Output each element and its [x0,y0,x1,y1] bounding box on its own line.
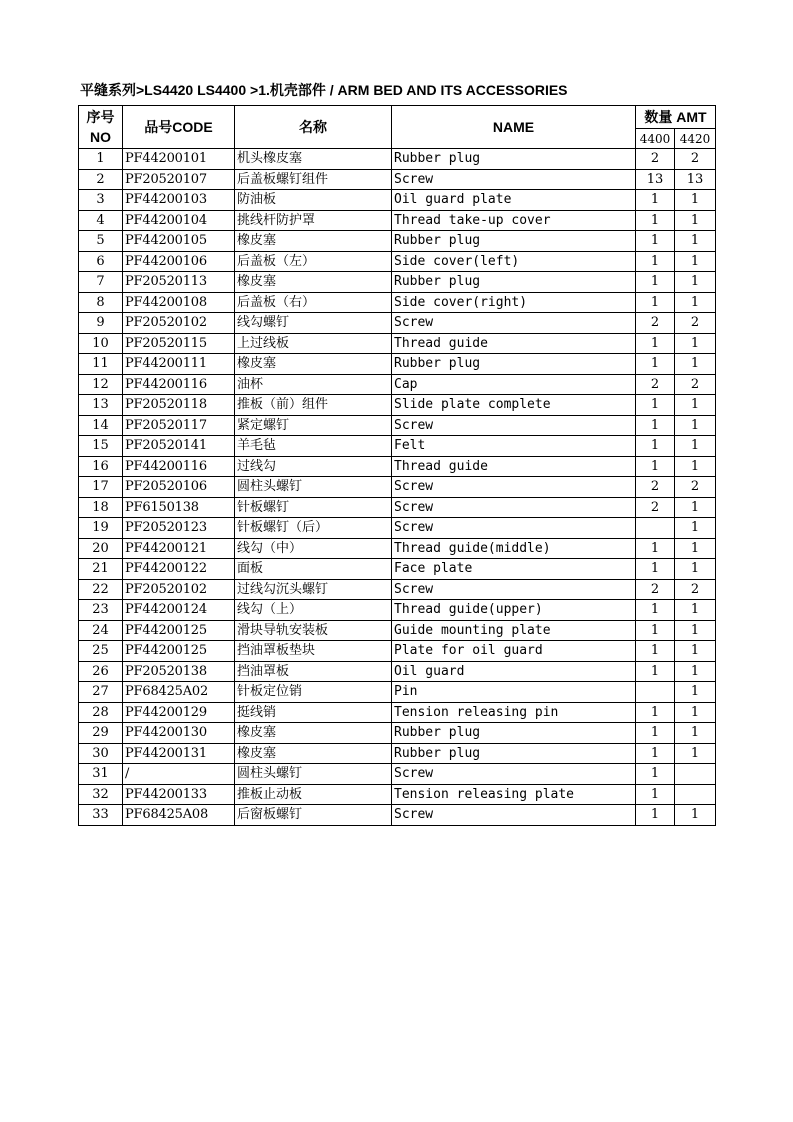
amount-4400: 1 [636,641,675,662]
name-chinese: 后窗板螺钉 [235,805,392,826]
name-english: Tension releasing plate [392,784,636,805]
part-code: PF68425A02 [123,682,235,703]
amount-4400: 1 [636,415,675,436]
header-no [79,106,123,149]
row-number: 2 [79,169,123,190]
name-english: Oil guard plate [392,190,636,211]
amount-4420: 2 [675,313,716,334]
part-code: PF44200133 [123,784,235,805]
amount-4420: 1 [675,231,716,252]
page-title: 平缝系列>LS4420 LS4400 >1.机壳部件 / ARM BED AND ITS ACCESSORIES [80,82,568,98]
name-chinese: 橡皮塞 [235,231,392,252]
name-chinese: 橡皮塞 [235,354,392,375]
name-chinese: 挺线销 [235,702,392,723]
amount-4420: 2 [675,374,716,395]
row-number: 16 [79,456,123,477]
part-code: PF44200125 [123,620,235,641]
amount-4400: 1 [636,251,675,272]
amount-4420: 2 [675,579,716,600]
name-english: Thread guide [392,456,636,477]
row-number: 10 [79,333,123,354]
table-row [79,600,716,621]
part-code: PF44200121 [123,538,235,559]
row-number: 21 [79,559,123,580]
part-code: PF20520106 [123,477,235,498]
part-code: PF44200103 [123,190,235,211]
name-chinese: 紧定螺钉 [235,415,392,436]
part-code: PF20520115 [123,333,235,354]
name-english: Screw [392,477,636,498]
name-chinese: 后盖板（左） [235,251,392,272]
amount-4400: 1 [636,190,675,211]
amount-4400: 1 [636,764,675,785]
table-row [79,805,716,826]
name-english: Cap [392,374,636,395]
name-chinese: 挡油罩板垫块 [235,641,392,662]
amount-4400: 1 [636,784,675,805]
amount-4400: 2 [636,313,675,334]
name-english: Guide mounting plate [392,620,636,641]
parts-table [78,105,716,826]
amount-4420: 1 [675,272,716,293]
row-number: 32 [79,784,123,805]
amount-4400: 1 [636,538,675,559]
name-chinese: 针板螺钉（后） [235,518,392,539]
table-row [79,313,716,334]
table-row [79,661,716,682]
row-number: 20 [79,538,123,559]
name-english: Plate for oil guard [392,641,636,662]
amount-4400: 2 [636,374,675,395]
row-number: 31 [79,764,123,785]
name-chinese: 推板（前）组件 [235,395,392,416]
part-code: / [123,764,235,785]
amount-4400: 1 [636,395,675,416]
name-english: Oil guard [392,661,636,682]
table-row [79,723,716,744]
header-code: 品号CODE [123,106,235,149]
part-code: PF20520117 [123,415,235,436]
part-code: PF44200111 [123,354,235,375]
part-code: PF68425A08 [123,805,235,826]
table-row [79,251,716,272]
name-english: Screw [392,764,636,785]
part-code: PF20520107 [123,169,235,190]
row-number: 19 [79,518,123,539]
amount-4420: 1 [675,436,716,457]
name-chinese: 滑块导轨安装板 [235,620,392,641]
part-code: PF44200101 [123,149,235,170]
header-amt: 数量 AMT [636,106,716,129]
amount-4420 [675,784,716,805]
header-no-en: NO [90,129,111,145]
part-code: PF44200125 [123,641,235,662]
name-chinese: 油杯 [235,374,392,395]
table-row [79,764,716,785]
row-number: 26 [79,661,123,682]
name-english: Screw [392,313,636,334]
amount-4400: 1 [636,702,675,723]
name-chinese: 线勾（上） [235,600,392,621]
amount-4420: 1 [675,333,716,354]
name-chinese: 过线勾 [235,456,392,477]
name-chinese: 橡皮塞 [235,723,392,744]
name-chinese: 后盖板（右） [235,292,392,313]
amount-4420: 1 [675,456,716,477]
part-code: PF44200116 [123,374,235,395]
amount-4400: 2 [636,149,675,170]
part-code: PF20520102 [123,579,235,600]
header-amt-4420: 4420 [675,129,716,149]
amount-4400: 2 [636,497,675,518]
name-chinese: 线勾螺钉 [235,313,392,334]
name-english: Thread guide [392,333,636,354]
name-english: Thread guide(middle) [392,538,636,559]
row-number: 11 [79,354,123,375]
name-chinese: 针板定位销 [235,682,392,703]
header-no-cn: 序号 [86,109,115,125]
amount-4400: 1 [636,559,675,580]
name-english: Slide plate complete [392,395,636,416]
name-chinese: 针板螺钉 [235,497,392,518]
row-number: 23 [79,600,123,621]
name-english: Face plate [392,559,636,580]
table-row [79,784,716,805]
part-code: PF20520118 [123,395,235,416]
table-row [79,149,716,170]
amount-4420: 1 [675,661,716,682]
name-english: Rubber plug [392,354,636,375]
part-code: PF6150138 [123,497,235,518]
name-english: Screw [392,518,636,539]
name-english: Screw [392,805,636,826]
table-row [79,210,716,231]
part-code: PF20520138 [123,661,235,682]
amount-4400: 1 [636,436,675,457]
amount-4400: 1 [636,743,675,764]
name-english: Screw [392,579,636,600]
name-chinese: 防油板 [235,190,392,211]
row-number: 18 [79,497,123,518]
row-number: 29 [79,723,123,744]
table-row [79,579,716,600]
amount-4400: 2 [636,477,675,498]
row-number: 25 [79,641,123,662]
amount-4420: 1 [675,210,716,231]
amount-4400: 1 [636,620,675,641]
part-code: PF44200108 [123,292,235,313]
amount-4420: 1 [675,251,716,272]
part-code: PF44200129 [123,702,235,723]
table-row [79,169,716,190]
name-english: Pin [392,682,636,703]
header-amt-4400: 4400 [636,129,675,149]
row-number: 30 [79,743,123,764]
row-number: 24 [79,620,123,641]
table-row [79,333,716,354]
row-number: 15 [79,436,123,457]
amount-4420: 1 [675,292,716,313]
row-number: 4 [79,210,123,231]
amount-4400 [636,682,675,703]
table-row [79,743,716,764]
row-number: 1 [79,149,123,170]
row-number: 27 [79,682,123,703]
amount-4420: 1 [675,641,716,662]
table-row [79,477,716,498]
amount-4420: 1 [675,497,716,518]
table-row [79,190,716,211]
name-chinese: 圆柱头螺钉 [235,764,392,785]
amount-4400: 1 [636,210,675,231]
name-english: Rubber plug [392,149,636,170]
table-row [79,395,716,416]
row-number: 13 [79,395,123,416]
amount-4400: 1 [636,723,675,744]
row-number: 5 [79,231,123,252]
amount-4420: 2 [675,149,716,170]
table-row [79,702,716,723]
table-row [79,559,716,580]
amount-4420: 1 [675,620,716,641]
row-number: 22 [79,579,123,600]
amount-4400: 1 [636,456,675,477]
amount-4420: 1 [675,723,716,744]
amount-4420: 13 [675,169,716,190]
name-chinese: 羊毛毡 [235,436,392,457]
part-code: PF44200105 [123,231,235,252]
table-row [79,415,716,436]
name-english: Thread guide(upper) [392,600,636,621]
row-number: 8 [79,292,123,313]
amount-4420: 2 [675,477,716,498]
name-chinese: 挡油罩板 [235,661,392,682]
name-english: Thread take-up cover [392,210,636,231]
name-chinese: 上过线板 [235,333,392,354]
name-english: Rubber plug [392,272,636,293]
table-row [79,354,716,375]
name-chinese: 线勾（中） [235,538,392,559]
amount-4420: 1 [675,415,716,436]
amount-4420: 1 [675,538,716,559]
name-english: Side cover(right) [392,292,636,313]
row-number: 9 [79,313,123,334]
part-code: PF20520102 [123,313,235,334]
name-english: Tension releasing pin [392,702,636,723]
name-chinese: 推板止动板 [235,784,392,805]
table-row [79,497,716,518]
name-english: Side cover(left) [392,251,636,272]
row-number: 6 [79,251,123,272]
part-code: PF44200131 [123,743,235,764]
amount-4420: 1 [675,702,716,723]
name-english: Felt [392,436,636,457]
amount-4400: 1 [636,354,675,375]
name-chinese: 橡皮塞 [235,743,392,764]
name-chinese: 机头橡皮塞 [235,149,392,170]
part-code: PF20520123 [123,518,235,539]
row-number: 3 [79,190,123,211]
amount-4400: 2 [636,579,675,600]
amount-4400: 13 [636,169,675,190]
part-code: PF44200116 [123,456,235,477]
table-row [79,292,716,313]
row-number: 33 [79,805,123,826]
part-code: PF20520113 [123,272,235,293]
row-number: 28 [79,702,123,723]
amount-4420: 1 [675,395,716,416]
header-name-cn: 名称 [235,106,392,149]
row-number: 14 [79,415,123,436]
part-code: PF44200122 [123,559,235,580]
table-row [79,538,716,559]
table-row [79,231,716,252]
part-code: PF20520141 [123,436,235,457]
row-number: 17 [79,477,123,498]
amount-4420: 1 [675,805,716,826]
name-english: Screw [392,169,636,190]
amount-4400: 1 [636,600,675,621]
amount-4420 [675,764,716,785]
amount-4420: 1 [675,682,716,703]
part-code: PF44200104 [123,210,235,231]
name-english: Screw [392,497,636,518]
row-number: 7 [79,272,123,293]
table-row [79,272,716,293]
amount-4400 [636,518,675,539]
amount-4420: 1 [675,518,716,539]
amount-4400: 1 [636,272,675,293]
amount-4420: 1 [675,559,716,580]
name-chinese: 圆柱头螺钉 [235,477,392,498]
table-row [79,641,716,662]
amount-4400: 1 [636,661,675,682]
amount-4420: 1 [675,600,716,621]
amount-4420: 1 [675,190,716,211]
table-row [79,620,716,641]
part-code: PF44200130 [123,723,235,744]
name-english: Rubber plug [392,743,636,764]
part-code: PF44200106 [123,251,235,272]
table-row [79,518,716,539]
amount-4420: 1 [675,354,716,375]
amount-4420: 1 [675,743,716,764]
part-code: PF44200124 [123,600,235,621]
row-number: 12 [79,374,123,395]
name-chinese: 面板 [235,559,392,580]
amount-4400: 1 [636,333,675,354]
name-chinese: 挑线杆防护罩 [235,210,392,231]
table-row [79,456,716,477]
name-english: Rubber plug [392,231,636,252]
name-chinese: 橡皮塞 [235,272,392,293]
parts-table-body [79,149,716,826]
amount-4400: 1 [636,292,675,313]
name-chinese: 后盖板螺钉组件 [235,169,392,190]
table-row [79,682,716,703]
name-english: Screw [392,415,636,436]
table-row [79,374,716,395]
header-name-en: NAME [392,106,636,149]
table-row [79,436,716,457]
amount-4400: 1 [636,231,675,252]
name-english: Rubber plug [392,723,636,744]
amount-4400: 1 [636,805,675,826]
name-chinese: 过线勾沉头螺钉 [235,579,392,600]
